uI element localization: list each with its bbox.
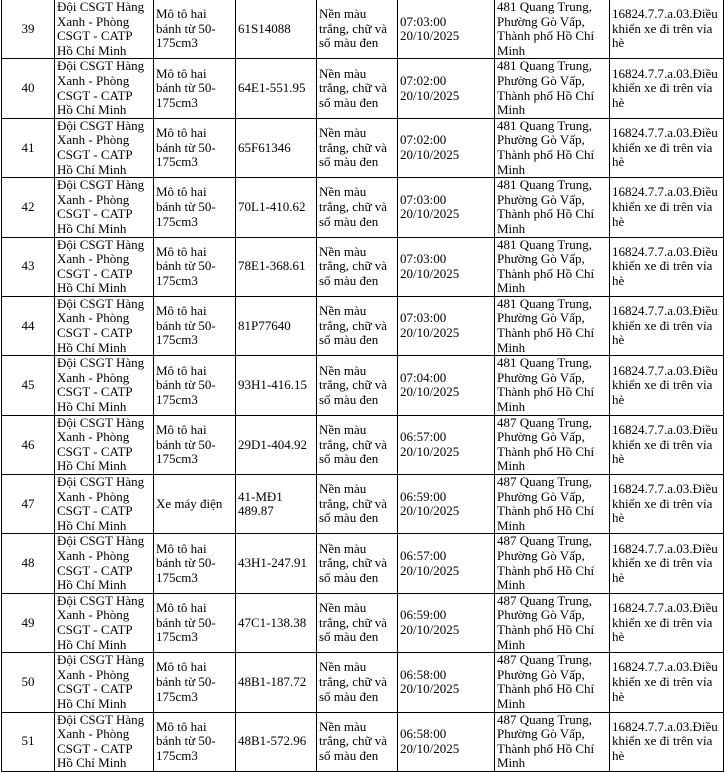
row-number: 39	[21, 20, 35, 36]
location-cell	[495, 178, 610, 237]
violation-cell	[610, 712, 724, 771]
plate-cell	[236, 415, 317, 474]
table-row	[2, 0, 724, 59]
row-number-cell	[2, 653, 55, 712]
plate-color-cell	[317, 59, 398, 118]
plate-color-cell	[317, 534, 398, 593]
violation-date: 20/10/2025	[400, 265, 460, 281]
row-number-cell	[2, 118, 55, 177]
row-number-cell	[2, 296, 55, 355]
violation-time: 06:59:00	[400, 488, 447, 504]
violation-location: 481 Quang Trung, Phường Gò Vấp, Thành phố Hồ Chí Minh	[497, 355, 595, 415]
violation-time: 07:03:00	[400, 310, 447, 326]
violation-description: 16824.7.7.a.03.Điều khiển xe đi trên vỉa hè	[612, 6, 718, 51]
location-cell	[495, 356, 610, 415]
table-row	[2, 237, 724, 296]
location-cell	[495, 653, 610, 712]
unit-cell	[55, 712, 154, 771]
row-number: 43	[21, 258, 35, 274]
unit-name: Đội CSGT Hàng Xanh - Phòng CSGT - CATP Hồ Chí Minh	[57, 593, 145, 652]
time-cell	[398, 296, 495, 355]
location-cell	[495, 296, 610, 355]
table-row	[2, 296, 724, 355]
violation-cell	[610, 356, 724, 415]
violation-location: 481 Quang Trung, Phường Gò Vấp, Thành phố Hồ Chí Minh	[497, 118, 595, 177]
row-number-cell	[2, 356, 55, 415]
vehicle-type: Mô tô hai bánh từ 50-175cm3	[156, 303, 216, 348]
vehicle-type-cell	[154, 237, 236, 296]
violation-description: 16824.7.7.a.03.Điều khiển xe đi trên vỉa hè	[612, 125, 718, 170]
vehicle-type-cell	[154, 653, 236, 712]
plate-cell	[236, 59, 317, 118]
vehicle-type-cell	[154, 118, 236, 177]
violation-date: 20/10/2025	[400, 740, 460, 756]
plate-cell	[236, 178, 317, 237]
vehicle-type: Mô tô hai bánh từ 50-175cm3	[156, 6, 216, 51]
violation-cell	[610, 296, 724, 355]
violation-date: 20/10/2025	[400, 562, 460, 578]
location-cell	[495, 534, 610, 593]
location-cell	[495, 475, 610, 534]
row-number-cell	[2, 178, 55, 237]
row-number: 45	[21, 377, 35, 393]
plate-color: Nền màu trắng, chữ và số màu đen	[319, 243, 388, 288]
unit-cell	[55, 475, 154, 534]
plate-color-cell	[317, 237, 398, 296]
plate-color-cell	[317, 415, 398, 474]
plate-cell	[236, 118, 317, 177]
unit-cell	[55, 0, 154, 59]
unit-cell	[55, 415, 154, 474]
unit-name: Đội CSGT Hàng Xanh - Phòng CSGT - CATP Hồ Chí Minh	[57, 533, 145, 593]
time-cell	[398, 653, 495, 712]
plate-cell	[236, 712, 317, 771]
violation-description: 16824.7.7.a.03.Điều khiển xe đi trên vỉa hè	[612, 481, 718, 526]
plate-cell	[236, 653, 317, 712]
row-number: 46	[21, 436, 35, 452]
violation-cell	[610, 59, 724, 118]
plate-color: Nền màu trắng, chữ và số màu đen	[319, 540, 388, 585]
plate-cell	[236, 237, 317, 296]
license-plate: 64E1-551.95	[238, 80, 306, 96]
plate-color-cell	[317, 593, 398, 652]
vehicle-type: Mô tô hai bánh từ 50-175cm3	[156, 421, 216, 467]
row-number-cell	[2, 237, 55, 296]
vehicle-type: Mô tô hai bánh từ 50-175cm3	[156, 540, 216, 585]
violations-table	[1, 0, 724, 772]
plate-color: Nền màu trắng, chữ và số màu đen	[319, 125, 388, 170]
plate-color: Nền màu trắng, chữ và số màu đen	[319, 600, 388, 645]
violation-description: 16824.7.7.a.03.Điều khiển xe đi trên vỉa hè	[612, 243, 718, 288]
violation-location: 487 Quang Trung, Phường Gò Vấp, Thành phố Hồ Chí Minh	[497, 652, 595, 711]
row-number: 48	[21, 555, 35, 571]
vehicle-type: Mô tô hai bánh từ 50-175cm3	[156, 65, 216, 110]
table-row	[2, 593, 724, 652]
table-row	[2, 178, 724, 237]
vehicle-type: Mô tô hai bánh từ 50-175cm3	[156, 600, 216, 645]
row-number: 40	[21, 80, 35, 96]
vehicle-type: Mô tô hai bánh từ 50-175cm3	[156, 125, 216, 170]
violation-description: 16824.7.7.a.03.Điều khiển xe đi trên vỉa hè	[612, 659, 718, 704]
license-plate: 93H1-416.15	[238, 377, 307, 393]
time-cell	[398, 59, 495, 118]
violation-time: 06:57:00	[400, 547, 447, 563]
violation-time: 07:04:00	[400, 369, 447, 385]
row-number-cell	[2, 534, 55, 593]
violation-location: 481 Quang Trung, Phường Gò Vấp, Thành phố Hồ Chí Minh	[497, 58, 595, 118]
unit-cell	[55, 178, 154, 237]
violation-date: 20/10/2025	[400, 503, 460, 519]
license-plate: 29D1-404.92	[238, 436, 307, 452]
vehicle-type-cell	[154, 178, 236, 237]
plate-cell	[236, 534, 317, 593]
violation-time: 07:03:00	[400, 251, 447, 267]
plate-cell	[236, 356, 317, 415]
violation-description: 16824.7.7.a.03.Điều khiển xe đi trên vỉa hè	[612, 65, 718, 110]
violation-location: 487 Quang Trung, Phường Gò Vấp, Thành phố Hồ Chí Minh	[497, 474, 595, 533]
vehicle-type-cell	[154, 59, 236, 118]
violation-time: 07:03:00	[400, 13, 447, 29]
vehicle-type: Mô tô hai bánh từ 50-175cm3	[156, 718, 216, 763]
violation-time: 06:58:00	[400, 726, 447, 742]
violation-date: 20/10/2025	[400, 28, 460, 44]
row-number: 50	[21, 674, 35, 690]
time-cell	[398, 237, 495, 296]
unit-name: Đội CSGT Hàng Xanh - Phòng CSGT - CATP Hồ Chí Minh	[57, 415, 145, 474]
location-cell	[495, 237, 610, 296]
unit-name: Đội CSGT Hàng Xanh - Phòng CSGT - CATP Hồ Chí Minh	[57, 296, 145, 355]
vehicle-type-cell	[154, 534, 236, 593]
row-number: 47	[21, 495, 35, 511]
row-number-cell	[2, 59, 55, 118]
time-cell	[398, 118, 495, 177]
row-number: 44	[21, 317, 35, 333]
unit-cell	[55, 118, 154, 177]
plate-color-cell	[317, 356, 398, 415]
unit-name: Đội CSGT Hàng Xanh - Phòng CSGT - CATP Hồ Chí Minh	[57, 118, 145, 177]
license-plate: 47C1-138.38	[238, 614, 307, 630]
unit-name: Đội CSGT Hàng Xanh - Phòng CSGT - CATP Hồ Chí Minh	[57, 712, 145, 771]
violation-cell	[610, 593, 724, 652]
violation-description: 16824.7.7.a.03.Điều khiển xe đi trên vỉa hè	[612, 718, 718, 763]
vehicle-type: Mô tô hai bánh từ 50-175cm3	[156, 659, 216, 704]
plate-color-cell	[317, 118, 398, 177]
violation-cell	[610, 653, 724, 712]
license-plate: 43H1-247.91	[238, 555, 307, 571]
violation-location: 481 Quang Trung, Phường Gò Vấp, Thành phố Hồ Chí Minh	[497, 237, 595, 296]
violation-cell	[610, 534, 724, 593]
violation-cell	[610, 475, 724, 534]
violation-date: 20/10/2025	[400, 384, 460, 400]
plate-color: Nền màu trắng, chữ và số màu đen	[319, 362, 388, 407]
plate-color: Nền màu trắng, chữ và số màu đen	[319, 481, 388, 526]
unit-name: Đội CSGT Hàng Xanh - Phòng CSGT - CATP Hồ Chí Minh	[57, 177, 145, 236]
plate-color-cell	[317, 0, 398, 59]
plate-cell	[236, 0, 317, 59]
plate-color-cell	[317, 475, 398, 534]
violation-date: 20/10/2025	[400, 325, 460, 341]
plate-cell	[236, 296, 317, 355]
unit-name: Đội CSGT Hàng Xanh - Phòng CSGT - CATP Hồ Chí Minh	[57, 652, 145, 711]
license-plate: 48B1-572.96	[238, 733, 307, 749]
vehicle-type: Mô tô hai bánh từ 50-175cm3	[156, 184, 216, 229]
violation-description: 16824.7.7.a.03.Điều khiển xe đi trên vỉa hè	[612, 421, 718, 467]
violation-cell	[610, 415, 724, 474]
vehicle-type: Mô tô hai bánh từ 50-175cm3	[156, 362, 216, 407]
violation-time: 06:59:00	[400, 607, 447, 623]
unit-name: Đội CSGT Hàng Xanh - Phòng CSGT - CATP Hồ Chí Minh	[57, 58, 145, 118]
vehicle-type-cell	[154, 296, 236, 355]
table-row	[2, 653, 724, 712]
violation-description: 16824.7.7.a.03.Điều khiển xe đi trên vỉa hè	[612, 303, 718, 348]
table-row	[2, 356, 724, 415]
violation-description: 16824.7.7.a.03.Điều khiển xe đi trên vỉa hè	[612, 540, 718, 585]
violation-description: 16824.7.7.a.03.Điều khiển xe đi trên vỉa hè	[612, 362, 718, 407]
violation-time: 07:02:00	[400, 132, 447, 148]
plate-color-cell	[317, 712, 398, 771]
plate-color: Nền màu trắng, chữ và số màu đen	[319, 718, 388, 763]
location-cell	[495, 415, 610, 474]
vehicle-type: Xe máy điện	[156, 495, 223, 511]
violation-location: 481 Quang Trung, Phường Gò Vấp, Thành phố Hồ Chí Minh	[497, 177, 595, 236]
vehicle-type-cell	[154, 593, 236, 652]
violation-date: 20/10/2025	[400, 681, 460, 697]
location-cell	[495, 59, 610, 118]
table-row	[2, 475, 724, 534]
license-plate: 61S14088	[238, 20, 291, 36]
violation-time: 06:57:00	[400, 429, 447, 445]
plate-color: Nền màu trắng, chữ và số màu đen	[319, 65, 388, 110]
location-cell	[495, 118, 610, 177]
plate-color: Nền màu trắng, chữ và số màu đen	[319, 659, 388, 704]
vehicle-type-cell	[154, 475, 236, 534]
unit-cell	[55, 356, 154, 415]
unit-name: Đội CSGT Hàng Xanh - Phòng CSGT - CATP Hồ Chí Minh	[57, 474, 145, 533]
time-cell	[398, 178, 495, 237]
row-number-cell	[2, 475, 55, 534]
violation-location: 481 Quang Trung, Phường Gò Vấp, Thành phố Hồ Chí Minh	[497, 0, 595, 58]
time-cell	[398, 712, 495, 771]
vehicle-type: Mô tô hai bánh từ 50-175cm3	[156, 243, 216, 288]
vehicle-type-cell	[154, 0, 236, 59]
table-row	[2, 59, 724, 118]
time-cell	[398, 475, 495, 534]
violation-date: 20/10/2025	[400, 87, 460, 103]
plate-color-cell	[317, 653, 398, 712]
table-body	[2, 0, 724, 771]
plate-color: Nền màu trắng, chữ và số màu đen	[319, 421, 388, 467]
table-row	[2, 712, 724, 771]
unit-cell	[55, 653, 154, 712]
row-number: 51	[21, 733, 35, 749]
row-number-cell	[2, 415, 55, 474]
unit-name: Đội CSGT Hàng Xanh - Phòng CSGT - CATP Hồ Chí Minh	[57, 355, 145, 415]
violation-location: 487 Quang Trung, Phường Gò Vấp, Thành phố Hồ Chí Minh	[497, 415, 595, 474]
table-row	[2, 415, 724, 474]
vehicle-type-cell	[154, 356, 236, 415]
license-plate: 78E1-368.61	[238, 258, 306, 274]
time-cell	[398, 534, 495, 593]
time-cell	[398, 593, 495, 652]
row-number: 41	[21, 139, 35, 155]
violation-location: 487 Quang Trung, Phường Gò Vấp, Thành phố Hồ Chí Minh	[497, 593, 595, 652]
plate-cell	[236, 475, 317, 534]
plate-color-cell	[317, 296, 398, 355]
time-cell	[398, 356, 495, 415]
plate-cell	[236, 593, 317, 652]
violation-time: 07:03:00	[400, 191, 447, 207]
violation-date: 20/10/2025	[400, 146, 460, 162]
location-cell	[495, 593, 610, 652]
row-number-cell	[2, 0, 55, 59]
row-number-cell	[2, 593, 55, 652]
unit-cell	[55, 296, 154, 355]
violation-description: 16824.7.7.a.03.Điều khiển xe đi trên vỉa hè	[612, 184, 718, 229]
time-cell	[398, 0, 495, 59]
unit-name: Đội CSGT Hàng Xanh - Phòng CSGT - CATP Hồ Chí Minh	[57, 237, 145, 296]
violation-cell	[610, 118, 724, 177]
license-plate: 48B1-187.72	[238, 674, 307, 690]
time-cell	[398, 415, 495, 474]
plate-color: Nền màu trắng, chữ và số màu đen	[319, 303, 388, 348]
violation-cell	[610, 237, 724, 296]
table-row	[2, 534, 724, 593]
vehicle-type-cell	[154, 712, 236, 771]
violation-date: 20/10/2025	[400, 443, 460, 459]
plate-color-cell	[317, 178, 398, 237]
unit-name: Đội CSGT Hàng Xanh - Phòng CSGT - CATP Hồ Chí Minh	[57, 0, 145, 58]
unit-cell	[55, 593, 154, 652]
row-number: 42	[21, 199, 35, 215]
row-number: 49	[21, 614, 35, 630]
unit-cell	[55, 534, 154, 593]
violation-date: 20/10/2025	[400, 621, 460, 637]
license-plate: 81P77640	[238, 317, 291, 333]
violation-location: 487 Quang Trung, Phường Gò Vấp, Thành phố Hồ Chí Minh	[497, 712, 595, 771]
row-number-cell	[2, 712, 55, 771]
violation-location: 487 Quang Trung, Phường Gò Vấp, Thành phố Hồ Chí Minh	[497, 533, 595, 593]
violation-cell	[610, 178, 724, 237]
violation-cell	[610, 0, 724, 59]
location-cell	[495, 712, 610, 771]
table-row	[2, 118, 724, 177]
license-plate: 65F61346	[238, 139, 291, 155]
unit-cell	[55, 237, 154, 296]
location-cell	[495, 0, 610, 59]
violation-time: 07:02:00	[400, 72, 447, 88]
unit-cell	[55, 59, 154, 118]
violation-time: 06:58:00	[400, 666, 447, 682]
violation-location: 481 Quang Trung, Phường Gò Vấp, Thành phố Hồ Chí Minh	[497, 296, 595, 355]
violation-description: 16824.7.7.a.03.Điều khiển xe đi trên vỉa hè	[612, 600, 718, 645]
license-plate: 70L1-410.62	[238, 199, 306, 215]
license-plate: 41-MĐ1 489.87	[238, 488, 283, 519]
plate-color: Nền màu trắng, chữ và số màu đen	[319, 184, 388, 229]
violation-date: 20/10/2025	[400, 206, 460, 222]
vehicle-type-cell	[154, 415, 236, 474]
plate-color: Nền màu trắng, chữ và số màu đen	[319, 6, 388, 51]
